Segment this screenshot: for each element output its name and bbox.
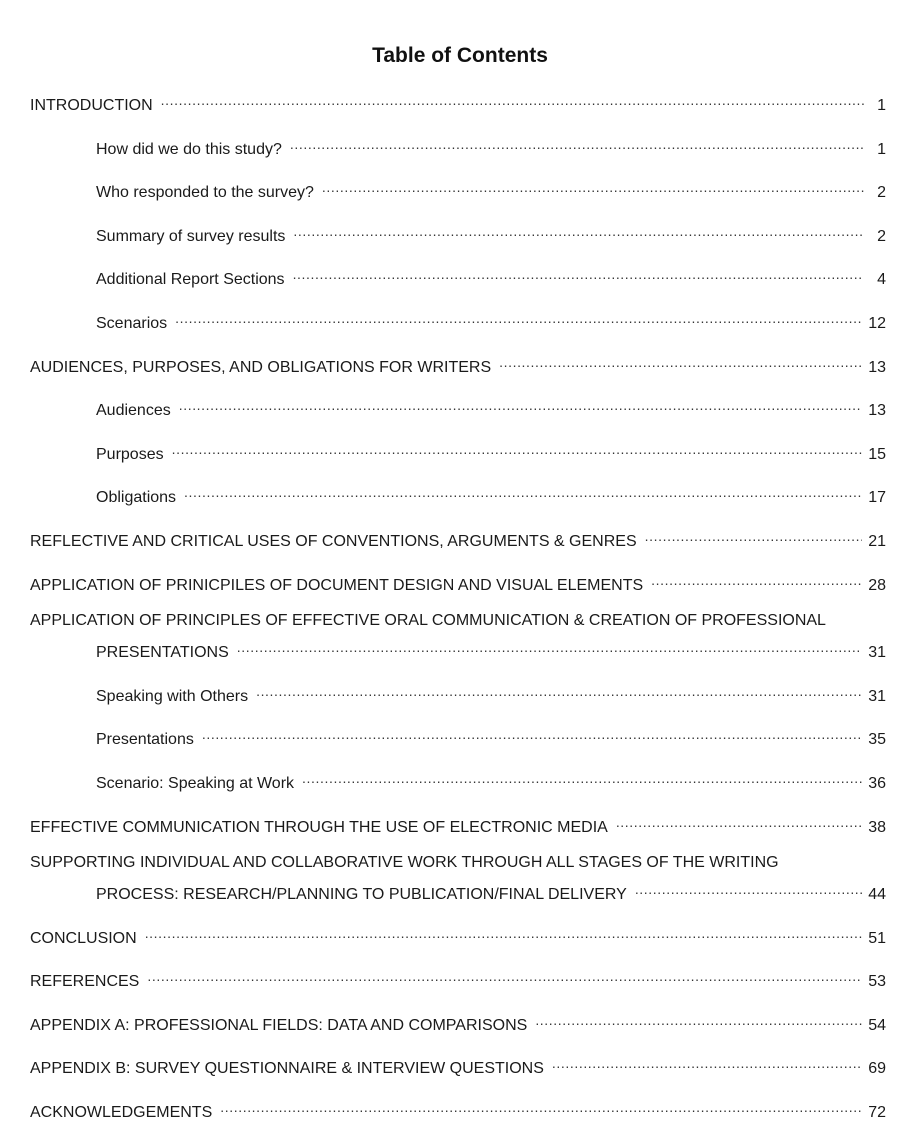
- toc-entry-page-number: 31: [868, 644, 886, 662]
- dot-leader: [220, 1093, 862, 1117]
- toc-entry-page-number: 28: [868, 576, 886, 594]
- toc-entry-page-number: 4: [877, 271, 886, 289]
- dot-leader: [322, 173, 864, 197]
- toc-entry-page-number: 2: [877, 184, 886, 202]
- toc-entry-line: [30, 633, 886, 665]
- toc-entry-line: [30, 1093, 886, 1125]
- toc-entry-page-number: 1: [877, 97, 886, 114]
- toc-entry[interactable]: [30, 304, 886, 336]
- toc-entry-text: CONCLUSION: [30, 929, 137, 947]
- toc-entry-page-number: 44: [868, 886, 886, 904]
- toc-entry[interactable]: [30, 260, 886, 292]
- toc-entry-text: INTRODUCTION: [30, 97, 153, 114]
- dot-leader: [651, 566, 862, 590]
- toc-entry[interactable]: [30, 808, 886, 840]
- toc-entry-text: EFFECTIVE COMMUNICATION THROUGH THE USE OF ELECTRONIC MEDIA: [30, 818, 608, 836]
- toc-entry-text: PRESENTATIONS: [96, 644, 229, 662]
- toc-entry-heading-line: APPLICATION OF PRINCIPLES OF EFFECTIVE ORAL COMMUNICATION & CREATION OF PROFESSIONAL: [30, 612, 826, 630]
- toc-entry-line: [30, 720, 886, 752]
- toc-entry-page-number: 38: [868, 818, 886, 836]
- toc-entry[interactable]: [30, 86, 886, 118]
- toc-entry-line: [30, 1006, 886, 1038]
- dot-leader: [202, 720, 862, 744]
- page-title: Table of Contents: [372, 44, 548, 67]
- toc-entry-line: [30, 1049, 886, 1081]
- toc-entry[interactable]: [30, 566, 886, 598]
- toc-entry-text: REFLECTIVE AND CRITICAL USES OF CONVENTIONS, ARGUMENTS & GENRES: [30, 532, 637, 550]
- toc-entry[interactable]: [30, 720, 886, 752]
- toc-entry[interactable]: [30, 1049, 886, 1081]
- toc-entry-text: Scenario: Speaking at Work: [96, 774, 295, 792]
- toc-entry-line: [30, 962, 886, 994]
- toc-entry-page-number: 1: [877, 140, 886, 158]
- dot-leader: [552, 1049, 862, 1073]
- dot-leader: [499, 348, 862, 372]
- toc-entry-page-number: 17: [868, 489, 886, 507]
- toc-entry-page-number: 2: [877, 227, 886, 245]
- toc-entry-line: [30, 919, 886, 951]
- dot-leader: [147, 962, 862, 986]
- toc-entry-text: PROCESS: RESEARCH/PLANNING TO PUBLICATION/FINAL DELIVERY: [96, 886, 627, 904]
- toc-entry-text: APPENDIX B: SURVEY QUESTIONNAIRE & INTERVIEW QUESTIONS: [30, 1060, 544, 1078]
- dot-leader: [293, 260, 864, 284]
- toc-entry-text: How did we do this study?: [96, 140, 282, 158]
- toc-entry-text: Summary of survey results: [96, 227, 286, 245]
- toc-entry-page-number: 31: [868, 687, 886, 705]
- dot-leader: [179, 391, 862, 415]
- toc-entry-text: APPENDIX A: PROFESSIONAL FIELDS: DATA AND COMPARISONS: [30, 1016, 528, 1034]
- toc-entry-page-number: 15: [868, 445, 886, 463]
- toc-entry-line: [30, 764, 886, 796]
- toc-entry-line: [30, 522, 886, 554]
- toc-entry-text: Obligations: [96, 489, 177, 507]
- toc-entry-text: Scenarios: [96, 314, 168, 332]
- toc-entry-page-number: 13: [868, 358, 886, 376]
- toc-entry[interactable]: [30, 217, 886, 249]
- toc-entry-line: [30, 348, 886, 380]
- toc-entry-text: ACKNOWLEDGEMENTS: [30, 1104, 213, 1122]
- toc-entry[interactable]: [30, 348, 886, 380]
- toc-entry-line: [30, 435, 886, 467]
- toc-entry-text: AUDIENCES, PURPOSES, AND OBLIGATIONS FOR WRITERS: [30, 358, 492, 376]
- dot-leader: [184, 478, 862, 502]
- toc-entry[interactable]: [30, 609, 886, 665]
- toc-entry-line: [30, 217, 886, 249]
- dot-leader: [175, 304, 862, 328]
- toc-entry-page-number: 12: [868, 314, 886, 332]
- toc-entry-line: [30, 173, 886, 205]
- toc-entry-line: [30, 260, 886, 292]
- toc-entry-page-number: 13: [868, 402, 886, 420]
- toc-entry-text: Speaking with Others: [96, 687, 249, 705]
- toc-entry[interactable]: [30, 130, 886, 162]
- toc-entry[interactable]: [30, 522, 886, 554]
- toc-entry-heading-line: SUPPORTING INDIVIDUAL AND COLLABORATIVE WORK THROUGH ALL STAGES OF THE WRITING: [30, 854, 779, 872]
- toc-entry-line: [30, 304, 886, 336]
- toc-entry-text: REFERENCES: [30, 973, 140, 991]
- toc-entry[interactable]: [30, 391, 886, 423]
- toc-entry-page-number: 53: [868, 973, 886, 991]
- dot-leader: [616, 808, 862, 832]
- dot-leader: [161, 86, 864, 110]
- toc-entry-page-number: 72: [868, 1104, 886, 1122]
- toc-entry-line: [30, 808, 886, 840]
- dot-leader: [302, 764, 862, 788]
- toc-list: [30, 86, 886, 1137]
- toc-entry[interactable]: [30, 1006, 886, 1038]
- dot-leader: [237, 633, 862, 657]
- toc-entry[interactable]: [30, 677, 886, 709]
- toc-entry[interactable]: [30, 478, 886, 510]
- dot-leader: [635, 875, 862, 899]
- toc-entry-text: Presentations: [96, 731, 194, 749]
- toc-entry-text: Who responded to the survey?: [96, 184, 314, 202]
- toc-entry[interactable]: [30, 435, 886, 467]
- toc-entry-line: [30, 391, 886, 423]
- toc-entry-line: [30, 478, 886, 510]
- toc-entry[interactable]: [30, 962, 886, 994]
- toc-entry-line: [30, 130, 886, 162]
- dot-leader: [535, 1006, 862, 1030]
- toc-entry[interactable]: [30, 1093, 886, 1125]
- toc-entry-text: Purposes: [96, 445, 164, 463]
- dot-leader: [645, 522, 863, 546]
- dot-leader: [293, 217, 864, 241]
- toc-entry[interactable]: [30, 851, 886, 907]
- toc-entry-page-number: 69: [868, 1060, 886, 1078]
- toc-entry-page-number: 35: [868, 731, 886, 749]
- dot-leader: [290, 130, 864, 154]
- toc-entry-line: [30, 677, 886, 709]
- dot-leader: [256, 677, 862, 701]
- toc-entry-line: [30, 86, 886, 118]
- toc-entry-page-number: 21: [868, 532, 886, 550]
- toc-entry-page-number: 51: [868, 929, 886, 947]
- toc-entry-text: APPLICATION OF PRINICPILES OF DOCUMENT DESIGN AND VISUAL ELEMENTS: [30, 576, 644, 594]
- toc-entry[interactable]: [30, 764, 886, 796]
- toc-entry-text: Additional Report Sections: [96, 271, 285, 289]
- dot-leader: [172, 435, 863, 459]
- toc-entry-line: [30, 566, 886, 598]
- toc-entry-page-number: 54: [868, 1016, 886, 1034]
- dot-leader: [145, 919, 863, 943]
- toc-entry-line: [30, 875, 886, 907]
- toc-entry[interactable]: [30, 173, 886, 205]
- toc-entry-page-number: 36: [868, 774, 886, 792]
- toc-entry-text: Audiences: [96, 402, 171, 420]
- toc-entry[interactable]: [30, 919, 886, 951]
